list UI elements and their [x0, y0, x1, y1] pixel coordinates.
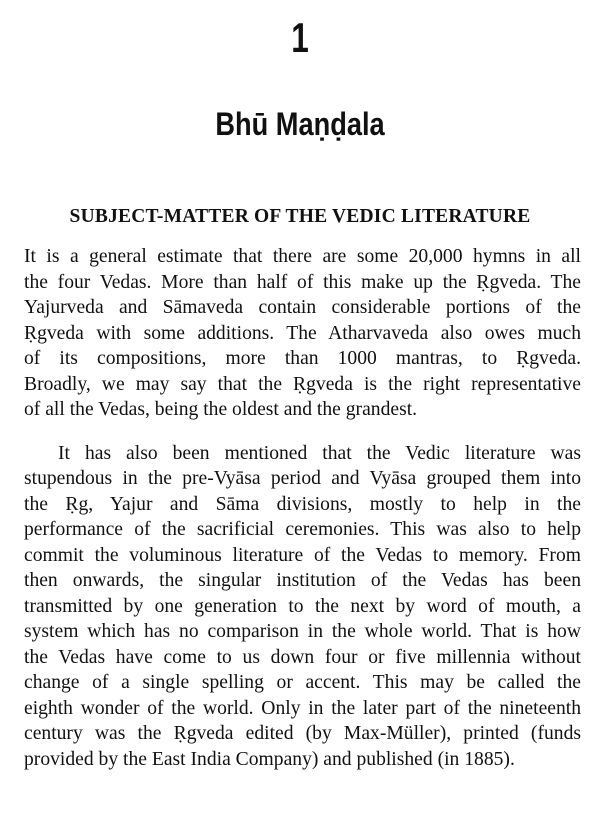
text-line: It is a general estimate that there are some 20,000 hymns in all	[24, 246, 581, 267]
text-line: the Vedas have come to us down four or five millennia without	[24, 646, 581, 668]
text-line: performance of the sacrificial ceremonies. This was also to help	[24, 519, 581, 540]
text-line: the four Vedas. More than half of this make up the Ṛgveda. The	[24, 271, 581, 293]
text-line: stupendous in the pre-Vyāsa period and Vyāsa grouped them into	[24, 468, 581, 489]
text-line: Broadly, we may say that the Ṛgveda is the right representative	[24, 373, 581, 395]
text-line: the Ṛg, Yajur and Sāma divisions, mostly to help in the	[24, 493, 581, 515]
text-line: of all the Vedas, being the oldest and the grandest.	[24, 399, 418, 420]
text-line: eighth wonder of the world. Only in the later part of the nineteenth	[24, 697, 581, 719]
text-line: then onwards, the singular institution of the Vedas has been	[24, 570, 581, 591]
text-line: system which has no comparison in the whole world. That is how	[24, 621, 581, 642]
text-line: commit the voluminous literature of the Vedas to memory. From	[24, 544, 581, 566]
paragraph-2	[24, 441, 581, 773]
text-line: transmitted by one generation to the next by word of mouth, a	[24, 595, 581, 617]
paragraph-1	[24, 244, 581, 423]
body-text	[24, 244, 581, 790]
chapter-title: Bhū Maṇḍala	[215, 106, 385, 142]
text-line: of its compositions, more than 1000 mantras, to Ṛgveda.	[24, 348, 581, 369]
text-line: It has also been mentioned that the Vedic literature was	[58, 442, 581, 464]
text-line: change of a single spelling or accent. This may be called the	[24, 672, 581, 693]
text-line: provided by the East India Company) and published (in 1885).	[24, 748, 515, 770]
text-line: century was the Ṛgveda edited (by Max-Müller), printed (funds	[24, 723, 581, 744]
chapter-number: 1	[291, 14, 309, 61]
section-heading: SUBJECT-MATTER OF THE VEDIC LITERATURE	[69, 206, 531, 227]
text-line: Yajurveda and Sāmaveda contain considerable portions of the	[24, 297, 581, 318]
text-line: Ṛgveda with some additions. The Atharvaveda also owes much	[24, 322, 581, 344]
